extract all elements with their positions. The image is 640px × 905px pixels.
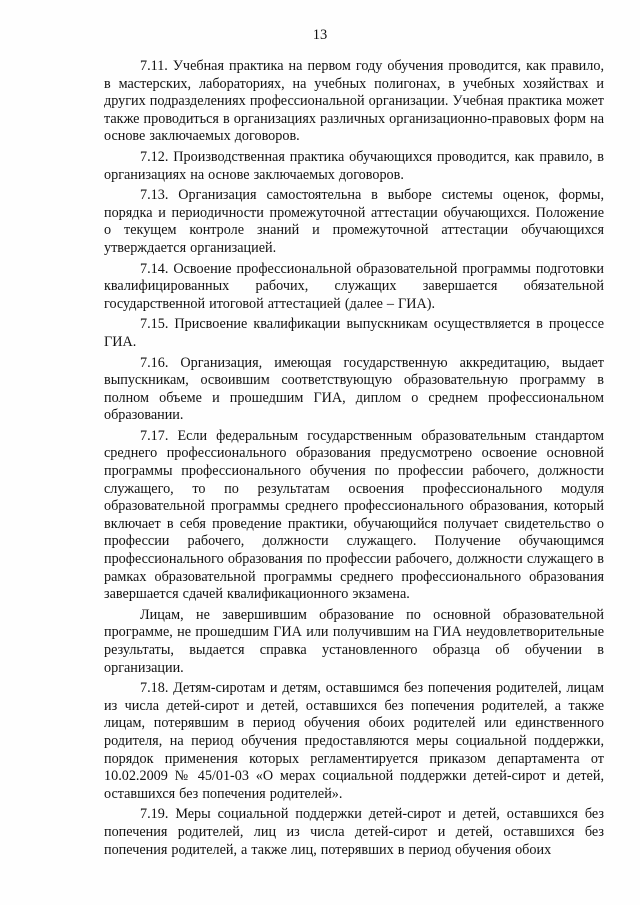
paragraph-7-15: 7.15. Присвоение квалификации выпускникам осуществляется в процессе ГИА. xyxy=(104,316,604,350)
paragraph-7-18: 7.18. Детям-сиротам и детям, оставшимся без попечения родителей, лицам из числа детей-сирот и детей, оставшихся без попечения родителей, а также лицам, потерявшим в период обучения обоих родителей или единственного родителя, на период обучения предоставляются меры социальной поддержки, порядок применения которых регламентируется приказом департамента от 10.02.2009 № 45/01-03 «О мерах социальной поддержки детей-сирот и детей, оставшихся без попечения родителей». xyxy=(104,680,604,802)
paragraph-7-14: 7.14. Освоение профессиональной образовательной программы подготовки квалифицированных рабочих, служащих завершается обязательной государственной итоговой аттестацией (далее – ГИА). xyxy=(104,260,604,312)
paragraph-7-13: 7.13. Организация самостоятельна в выборе системы оценок, формы, порядка и периодичности промежуточной аттестации обучающихся. Положение о текущем контроле знаний и промежуточной аттестации обучающихся утверждается организацией. xyxy=(104,187,604,256)
paragraph-7-19: 7.19. Меры социальной поддержки детей-сирот и детей, оставшихся без попечения родителей, лиц из числа детей-сирот и детей, оставшихся без попечения родителей, а также лиц, потерявших в период обучения обоих xyxy=(104,806,604,858)
paragraph-7-17: 7.17. Если федеральным государственным образовательным стандартом среднего профессионального образования предусмотрено освоение основной программы профессионального обучения по профессии рабочего, должности служащего, то по результатам освоения профессионального модуля образовательной программы среднего профессионального образования, который включает в себя проведение практики, обучающийся получает свидетельство о профессии рабочего, должности служащего. Получение обучающимся профессионального образования по профессии рабочего, должности служащего в рамках образовательной программы среднего профессионального образования завершается сдачей квалификационного экзамена. xyxy=(104,427,604,603)
paragraph-7-12: 7.12. Производственная практика обучающихся проводится, как правило, в организациях на основе заключаемых договоров. xyxy=(104,148,604,183)
paragraph-7-11: 7.11. Учебная практика на первом году обучения проводится, как правило, в мастерских, лабораториях, на учебных полигонах, в учебных хозяйствах и других подразделениях профессиональной организации. Учебная практика может также проводиться в организациях различных организационно-правовых форм на основе заключаемых договоров. xyxy=(104,58,604,145)
paragraph-7-16: 7.16. Организация, имеющая государственную аккредитацию, выдает выпускникам, освоившим соответствующую образовательную программу в полном объеме и прошедшим ГИА, диплом о среднем профессиональном образовании. xyxy=(104,354,604,424)
document-body xyxy=(104,58,604,859)
page-number: 13 xyxy=(312,27,328,43)
paragraph-7-17-continuation: Лицам, не завершившим образование по основной образовательной программе, не прошедшим ГИА или получившим на ГИА неудовлетворительные результаты, выдается справка установленного образца об обучении в организации. xyxy=(104,606,604,676)
